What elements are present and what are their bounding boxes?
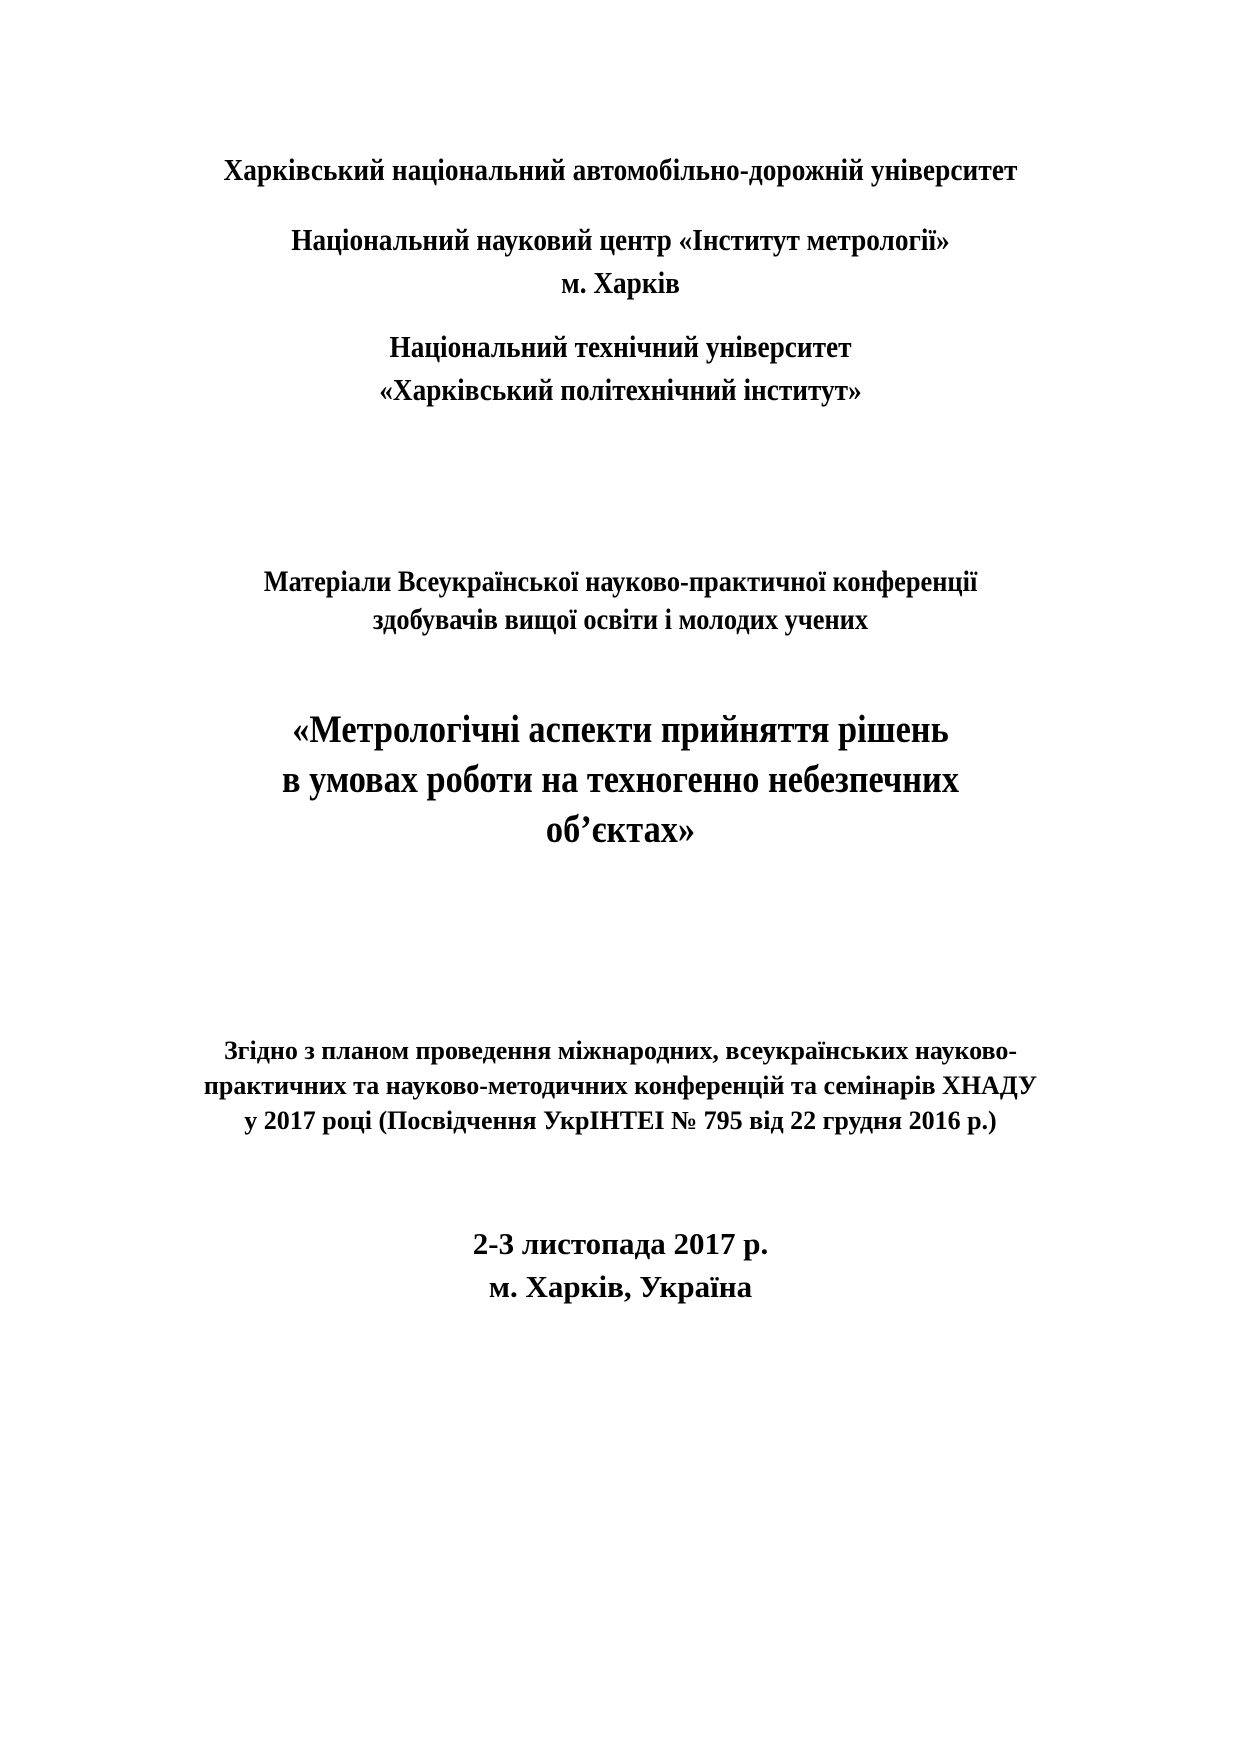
organization-polytechnic-line-1: Національний технічний університет xyxy=(389,329,852,364)
organization-polytechnic-line-2: «Харківський політехнічний інститут» xyxy=(379,372,862,407)
organization-metrology-center-city: м. Харків xyxy=(561,265,680,300)
event-date-place xyxy=(0,1222,1241,1308)
event-place: м. Харків, Україна xyxy=(488,1269,753,1304)
proceedings-subtitle-line-1: Матеріали Всеукраїнської науково-практичної конференції xyxy=(263,565,978,598)
organization-metrology-center xyxy=(74,218,1166,304)
organization-polytechnic xyxy=(74,325,1166,411)
organization-metrology-center-line-1: Національний науковий центр «Інститут метрології» xyxy=(291,222,950,257)
organization-university-line-1: Харківський національний автомобільно-дорожній університет xyxy=(223,152,1018,187)
proceedings-subtitle-line-2: здобувачів вищої освіти і молодих учених xyxy=(372,603,869,636)
plan-certificate-note-line-1: Згідно з планом проведення міжнародних, всеукраїнських науково- xyxy=(223,1036,1018,1065)
conference-title-line-1: «Метрологічні аспекти прийняття рішень xyxy=(292,708,949,751)
conference-title-line-3: об’єктах» xyxy=(545,808,696,851)
plan-certificate-note-line-3: у 2017 році (Посвідчення УкрІНТЕІ № 795 від 22 грудня 2016 р.) xyxy=(244,1106,997,1135)
event-date: 2-3 листопада 2017 р. xyxy=(472,1226,769,1261)
proceedings-subtitle xyxy=(74,563,1166,639)
conference-title-line-2: в умовах роботи на техногенно небезпечних xyxy=(282,758,959,801)
plan-certificate-note xyxy=(0,1033,1241,1138)
conference-title xyxy=(74,705,1166,855)
plan-certificate-note-line-2: практичних та науково-методичних конференцій та семінарів ХНАДУ xyxy=(203,1071,1038,1100)
organization-university xyxy=(74,150,1166,190)
